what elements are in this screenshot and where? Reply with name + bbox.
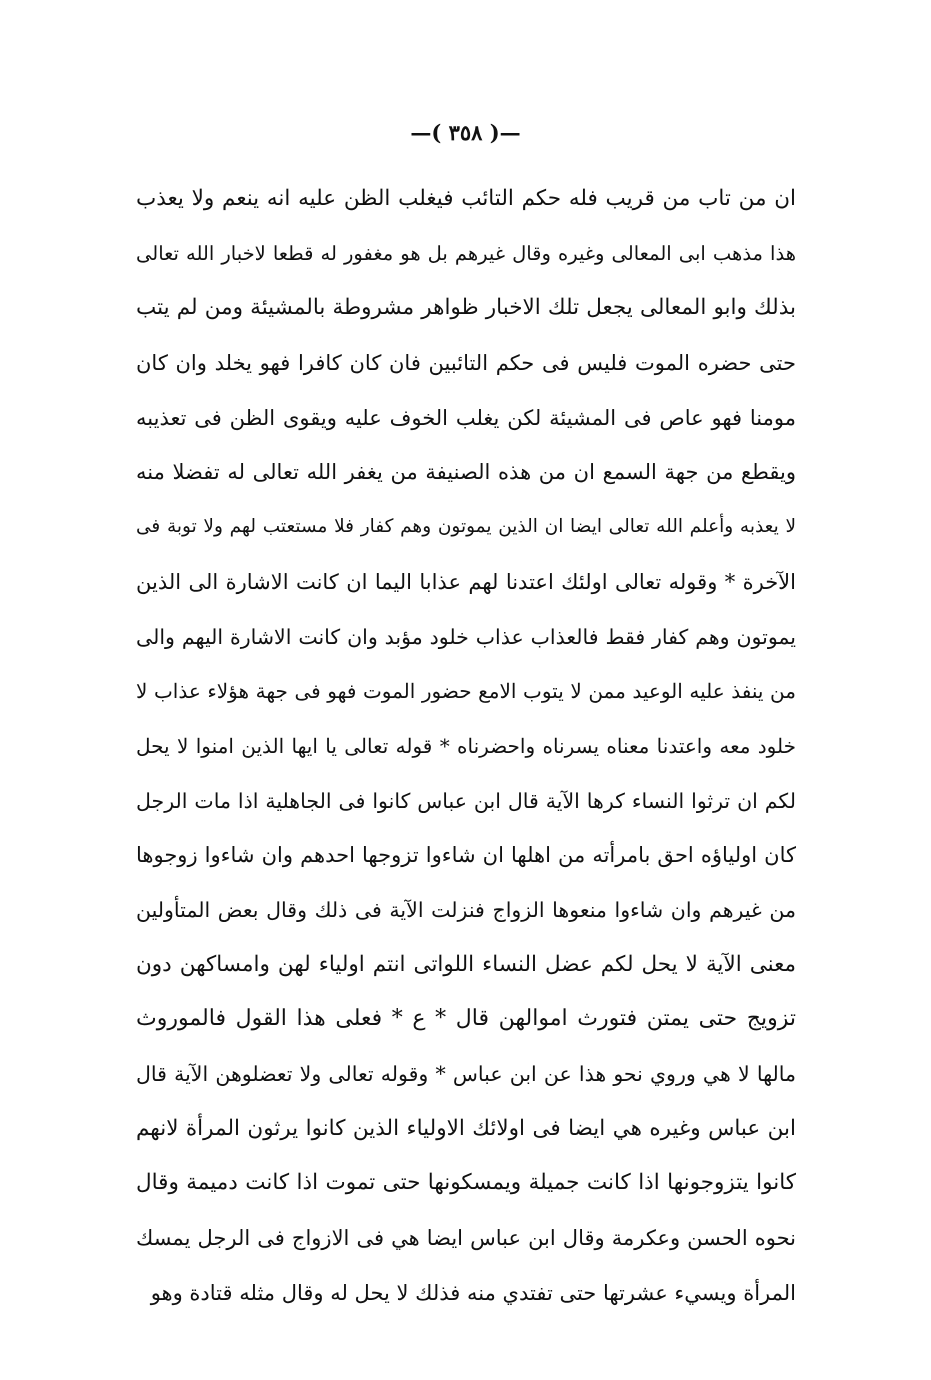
text-line: مالها لا هي وروي نحو هذا عن ابن عباس * وقوله تعالى ولا تعضلوهن الآية قال	[136, 1062, 796, 1086]
text-line: خلود معه واعتدنا معناه يسرناه واحضرناه * قوله تعالى يا ايها الذين امنوا لا يحل	[136, 733, 796, 758]
text-line: بذلك وابو المعالى يجعل تلك الاخبار ظواهر مشروطة بالمشيئة ومن لم يتب	[136, 295, 796, 321]
text-line: معنى الآية لا يحل لكم عضل النساء اللواتى انتم اولياء لهن وامساكهن دون	[136, 951, 796, 977]
text-line: الآخرة * وقوله تعالى اولئك اعتدنا لهم عذابا اليما ان كانت الاشارة الى الذين	[136, 569, 796, 594]
text-line: هذا مذهب ابى المعالى وغيره وقال غيرهم بل هو مغفور له قطعا لاخبار الله تعالى	[136, 241, 796, 265]
text-line: لكم ان ترثوا النساء كرها الآية قال ابن عباس كانوا فى الجاهلية اذا مات الرجل	[136, 788, 796, 813]
text-line: ان من تاب من قريب فله حكم التائب فيغلب الظن عليه انه ينعم ولا يعذب	[136, 186, 796, 211]
text-line: من ينفذ عليه الوعيد ممن لا يتوب الامع حضور الموت فهو فى جهة هؤلاء عذاب لا	[136, 679, 796, 704]
text-line: من غيرهم وان شاءوا منعوها الزواج فنزلت الآية فى ذلك وقال بعض المتأولين	[136, 897, 796, 922]
text-line: حتى حضره الموت فليس فى حكم التائبين فان كان كافرا فهو يخلد وان كان	[136, 351, 796, 376]
body-text	[136, 172, 796, 1320]
text-line: ويقطع من جهة السمع ان من هذه الصنيفة من يغفر الله تعالى له تفضلا منه	[136, 460, 796, 485]
page-number: —( ٣٥٨ )—	[410, 120, 521, 145]
text-line: ابن عباس وغيره هي ايضا فى اولائك الاولياء الذين كانوا يرثون المرأة لانهم	[136, 1115, 796, 1141]
text-line: المرأة ويسيء عشرتها حتى تفتدي منه فذلك لا يحل له وقال مثله قتادة وهو	[150, 1280, 796, 1305]
text-line: يموتون وهم كفار فقط فالعذاب عذاب خلود مؤبد وان كانت الاشارة اليهم والى	[136, 624, 796, 649]
text-line: لا يعذبه وأعلم الله تعالى ايضا ان الذين يموتون وهم كفار فلا مستعتب لهم ولا توبة فى	[136, 516, 796, 538]
text-line: كان اولياؤه احق بامرأته من اهلها ان شاءوا تزوجها احدهم وان شاءوا زوجوها	[136, 843, 796, 868]
text-line: مومنا فهو عاص فى المشيئة لكن يغلب الخوف عليه ويقوى الظن فى تعذيبه	[136, 405, 796, 430]
text-line: كانوا يتزوجونها اذا كانت جميلة ويمسكونها حتى تموت اذا كانت دميمة وقال	[136, 1170, 796, 1196]
text-line: نحوه الحسن وعكرمة وقال ابن عباس ايضا هي فى الازواج فى الرجل يمسك	[136, 1226, 796, 1251]
text-line: تزويج حتى يمتن فتورث اموالهن قال * ع * فعلى هذا القول فالموروث	[136, 1006, 796, 1032]
